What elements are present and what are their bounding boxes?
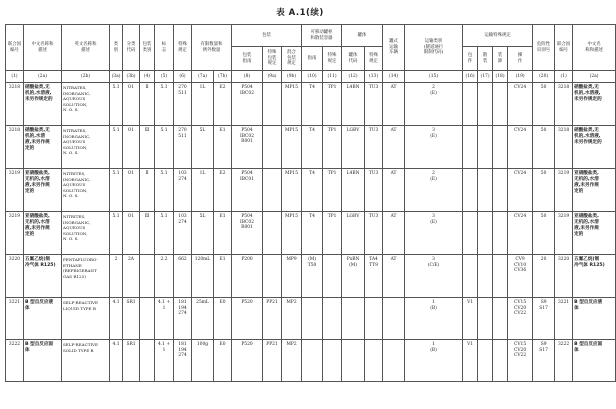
cell-c9b: MP15 — [282, 83, 302, 126]
cell-c7a: 120mL — [192, 255, 214, 298]
cell-cn: 亚硝酸盐类, 无机的,水溶 液,未另作规 定的 — [24, 169, 62, 212]
cell-en: NITRITES, INORGANIC, AQUEOUS SOLUTION, N. O. S. — [62, 212, 110, 255]
cell-c4: Ⅲ — [140, 212, 155, 255]
colnum: (2a) — [573, 71, 616, 83]
header-hazard-id: 危险性 识别号 — [533, 25, 555, 71]
column-number-row — [6, 71, 616, 83]
header-name-en: 英文名称和 描述 — [62, 25, 110, 71]
cell-cn2: B 型自反应固 体 — [573, 340, 616, 382]
header-pt-special: 特殊 规定 — [323, 47, 342, 71]
cell-c9b: MP2 — [282, 340, 302, 382]
cell-c3b: 2A — [123, 255, 140, 298]
cell-c19: CV24 — [508, 126, 533, 169]
cell-un2: 3219 — [555, 212, 573, 255]
cell-c16 — [463, 255, 478, 298]
header-name-cn-2: 中文名 称和描述 — [573, 25, 616, 71]
cell-c16: V1 — [463, 340, 478, 382]
cell-c20: S9 S17 — [533, 298, 555, 340]
cell-en: NITRATES, INORGANIC, AQUEOUS SOLUTION, N. O. S. — [62, 126, 110, 169]
cell-c9a — [263, 126, 282, 169]
cell-c12: LGBV — [342, 212, 365, 255]
cell-c14: AT — [383, 83, 405, 126]
cell-cn: 亚硝酸盐类, 无机的,水溶 液,未另作规 定的 — [24, 212, 62, 255]
header-ts-package: 包 件 — [463, 47, 478, 71]
cell-un2: 3222 — [555, 340, 573, 382]
cell-c10: (M) T50 — [302, 255, 323, 298]
cell-c20: 50 — [533, 212, 555, 255]
header-ts-operation: 操 作 — [508, 47, 533, 71]
cell-un2: 3219 — [555, 169, 573, 212]
cell-c11 — [323, 340, 342, 382]
dangerous-goods-table — [5, 24, 616, 382]
cell-c7a: 25mL — [192, 298, 214, 340]
cell-c17 — [478, 212, 493, 255]
colnum: (1) — [6, 71, 24, 83]
cell-c12 — [342, 340, 365, 382]
cell-c20: 50 — [533, 169, 555, 212]
colnum: (8) — [232, 71, 263, 83]
header-class: 类 别 — [110, 25, 123, 71]
cell-c14: AT — [383, 126, 405, 169]
cell-c20: S9 S17 — [533, 340, 555, 382]
cell-c13: TU3 — [365, 126, 383, 169]
cell-c9b: MP9 — [282, 255, 302, 298]
colnum: (9b) — [282, 71, 302, 83]
cell-c14 — [383, 298, 405, 340]
cell-c6: 181 194 274 — [174, 340, 192, 382]
cell-c18 — [493, 212, 508, 255]
cell-un2: 3218 — [555, 83, 573, 126]
cell-c7b: E2 — [214, 83, 232, 126]
colnum: (3b) — [123, 71, 140, 83]
header-packaging: 包装 — [232, 25, 302, 47]
cell-c9a — [263, 83, 282, 126]
cell-c19: CV9 CV10 CV36 — [508, 255, 533, 298]
cell-c12: LGBV — [342, 126, 365, 169]
colnum: (5) — [155, 71, 174, 83]
colnum: (16) — [463, 71, 478, 83]
cell-c4 — [140, 340, 155, 382]
header-transport-special: 运输特殊规定 — [463, 25, 533, 47]
header-ts-bulk: 散 装 — [478, 47, 493, 71]
cell-cn2: 亚硝酸盐类, 无机的,水溶 液,未另作规 定的 — [573, 212, 616, 255]
cell-c8: P504 IBC02 — [232, 83, 263, 126]
colnum: (15) — [405, 71, 463, 83]
cell-cn2: B 型自反应液 体 — [573, 298, 616, 340]
table-row — [6, 169, 616, 212]
cell-en: NITRITES, INORGANIC, AQUEOUS SOLUTION, N. O. S. — [62, 169, 110, 212]
cell-c6: 181 194 274 — [174, 298, 192, 340]
cell-cn: 硝酸盐类,无 机的,水溶液, 未另作规定的 — [24, 83, 62, 126]
colnum: (2b) — [62, 71, 110, 83]
cell-c5: 4.1 + 1 — [155, 340, 174, 382]
cell-c7b: E2 — [214, 169, 232, 212]
cell-c7a: 100g — [192, 340, 214, 382]
cell-c12 — [342, 298, 365, 340]
cell-c10: T4 — [302, 126, 323, 169]
cell-c7a: 5L — [192, 212, 214, 255]
header-tank-code: 罐体 代码 — [342, 47, 365, 71]
table-row — [6, 83, 616, 126]
header-un-no-2: 联合国 编号 — [555, 25, 573, 71]
cell-c12: L4BN — [342, 169, 365, 212]
cell-c15: 3 (E) — [405, 126, 463, 169]
cell-c3a: 4.1 — [110, 340, 123, 382]
cell-un2: 3221 — [555, 298, 573, 340]
header-un-no: 联合国 编号 — [6, 25, 24, 71]
cell-c5: 2.2 — [155, 255, 174, 298]
cell-c3b: O1 — [123, 169, 140, 212]
cell-c13: TU3 — [365, 169, 383, 212]
cell-cn2: 五氟乙烷(制 冷气体 R125) — [573, 255, 616, 298]
cell-c5: 4.1 + 1 — [155, 298, 174, 340]
header-packing-instructions: 包装 指南 — [232, 47, 263, 71]
cell-un2: 3220 — [555, 255, 573, 298]
cell-c20: 20 — [533, 255, 555, 298]
header-ts-loading: 装 卸 — [493, 47, 508, 71]
cell-c16 — [463, 83, 478, 126]
cell-un: 3219 — [6, 169, 24, 212]
cell-c4 — [140, 298, 155, 340]
header-name-cn: 中文名称和 描述 — [24, 25, 62, 71]
cell-c20: 50 — [533, 83, 555, 126]
cell-c9a: PP21 — [263, 340, 282, 382]
table-row — [6, 255, 616, 298]
cell-c10: T4 — [302, 83, 323, 126]
header-limited-excepted: 有限数量和 例外数量 — [192, 25, 232, 71]
colnum: (7a) — [192, 71, 214, 83]
cell-c10: T4 — [302, 169, 323, 212]
cell-c14: AT — [383, 255, 405, 298]
cell-c6: 103 274 — [174, 212, 192, 255]
header-mixed-packing: 混合 包装 规定 — [282, 47, 302, 71]
cell-c9a — [263, 212, 282, 255]
colnum: (1) — [555, 71, 573, 83]
cell-c3a: 5.1 — [110, 212, 123, 255]
cell-cn2: 硝酸盐类,无 机的,水溶液, 未另作规定的 — [573, 126, 616, 169]
cell-c18 — [493, 298, 508, 340]
cell-c10 — [302, 340, 323, 382]
cell-c8: P504 IBC01 — [232, 169, 263, 212]
cell-c3a: 4.1 — [110, 298, 123, 340]
cell-c4: Ⅲ — [140, 126, 155, 169]
cell-c6: 270 511 — [174, 126, 192, 169]
cell-c13 — [365, 298, 383, 340]
cell-c7a: 5L — [192, 126, 214, 169]
cell-c10 — [302, 298, 323, 340]
cell-c4 — [140, 255, 155, 298]
colnum: (18) — [493, 71, 508, 83]
cell-c8: P520 — [232, 298, 263, 340]
header-transport-category: 运输类别 (隧道通行 限制代码) — [405, 25, 463, 71]
table-row — [6, 340, 616, 382]
cell-c3b: SR1 — [123, 298, 140, 340]
cell-c17 — [478, 298, 493, 340]
cell-c6: 270 511 — [174, 83, 192, 126]
cell-c14: AT — [383, 212, 405, 255]
cell-c15: 1 (B) — [405, 340, 463, 382]
cell-c20: 50 — [533, 126, 555, 169]
cell-c12: L4BN — [342, 83, 365, 126]
cell-c17 — [478, 126, 493, 169]
cell-c9a: PP21 — [263, 298, 282, 340]
cell-c6: 662 — [174, 255, 192, 298]
cell-c8: P504 IBC02 R001 — [232, 126, 263, 169]
cell-c15: 2 (E) — [405, 169, 463, 212]
cell-un: 3218 — [6, 126, 24, 169]
cell-c14: AT — [383, 169, 405, 212]
cell-cn2: 硝酸盐类,无 机的,水溶液, 未另作规定的 — [573, 83, 616, 126]
table-row — [6, 298, 616, 340]
cell-c12: PxBN (M) — [342, 255, 365, 298]
colnum: (10) — [302, 71, 323, 83]
colnum: (6) — [174, 71, 192, 83]
colnum: (17) — [478, 71, 493, 83]
cell-c3a: 5.1 — [110, 83, 123, 126]
colnum: (13) — [365, 71, 383, 83]
cell-c5: 5.1 — [155, 126, 174, 169]
colnum: (3a) — [110, 71, 123, 83]
cell-en: PENTAFLUORO- ETHANE (REFRIGERANT GAS R125) — [62, 255, 110, 298]
header-special-packing: 特殊 包装 规定 — [263, 47, 282, 71]
cell-c7a: 1L — [192, 169, 214, 212]
colnum: (12) — [342, 71, 365, 83]
cell-un: 3219 — [6, 212, 24, 255]
cell-c5: 5.1 — [155, 169, 174, 212]
cell-c7b: E0 — [214, 298, 232, 340]
header-vehicle: 罐式 运输 车辆 — [383, 25, 405, 71]
colnum: (2a) — [24, 71, 62, 83]
cell-c14 — [383, 340, 405, 382]
header-tank: 罐体 — [342, 25, 383, 47]
header-packing-group: 包装 类别 — [140, 25, 155, 71]
cell-c17 — [478, 255, 493, 298]
cell-c6: 103 274 — [174, 169, 192, 212]
cell-c8: P200 — [232, 255, 263, 298]
header-classification-code: 分类 代码 — [123, 25, 140, 71]
cell-c18 — [493, 340, 508, 382]
cell-c19: CV15 CV20 CV22 — [508, 298, 533, 340]
colnum: (19) — [508, 71, 533, 83]
cell-un: 3220 — [6, 255, 24, 298]
colnum: (20) — [533, 71, 555, 83]
cell-c9b: MP15 — [282, 212, 302, 255]
cell-c3b: O1 — [123, 212, 140, 255]
cell-c9b: MP15 — [282, 126, 302, 169]
header-row-1 — [6, 25, 616, 47]
cell-c7b: E1 — [214, 126, 232, 169]
cell-c7b: E1 — [214, 255, 232, 298]
cell-c3a: 2 — [110, 255, 123, 298]
header-pt-instructions: 指南 — [302, 47, 323, 71]
cell-c7b: E0 — [214, 340, 232, 382]
cell-c11: TP1 — [323, 212, 342, 255]
cell-c16 — [463, 169, 478, 212]
cell-c8: P520 — [232, 340, 263, 382]
colnum: (11) — [323, 71, 342, 83]
colnum: (4) — [140, 71, 155, 83]
cell-c13: TA4 TT9 — [365, 255, 383, 298]
cell-c3b: O1 — [123, 83, 140, 126]
cell-c13: TU3 — [365, 212, 383, 255]
colnum: (9a) — [263, 71, 282, 83]
cell-c16 — [463, 212, 478, 255]
cell-c18 — [493, 255, 508, 298]
cell-c11 — [323, 298, 342, 340]
cell-c15: 2 (E) — [405, 83, 463, 126]
cell-c18 — [493, 83, 508, 126]
cell-c3b: SR1 — [123, 340, 140, 382]
cell-cn: B 型自反应固 体 — [24, 340, 62, 382]
cell-cn: 硝酸盐类,无 机的,水溶 液,未另作规 定的 — [24, 126, 62, 169]
page-title: 表 A.1(续) — [276, 8, 324, 18]
header-tank-special: 特殊 规定 — [365, 47, 383, 71]
cell-c13: TU3 — [365, 83, 383, 126]
cell-un: 3218 — [6, 83, 24, 126]
cell-en: NITRATES, INORGANIC, AQUEOUS SOLUTION, N. O. S. — [62, 83, 110, 126]
cell-c13 — [365, 340, 383, 382]
cell-c19: CV24 — [508, 83, 533, 126]
cell-c7b: E1 — [214, 212, 232, 255]
cell-c5: 5.1 — [155, 212, 174, 255]
cell-c11: TP1 — [323, 83, 342, 126]
cell-c10: T4 — [302, 212, 323, 255]
cell-c7a: 1L — [192, 83, 214, 126]
cell-c9a — [263, 169, 282, 212]
cell-cn: B 型自反应液 体 — [24, 298, 62, 340]
cell-c8: P504 IBC02 R001 — [232, 212, 263, 255]
cell-un2: 3218 — [555, 126, 573, 169]
cell-c9b: MP2 — [282, 298, 302, 340]
cell-c16 — [463, 126, 478, 169]
cell-c5: 5.1 — [155, 83, 174, 126]
header-special-provisions: 特殊 规定 — [174, 25, 192, 71]
cell-c16: V1 — [463, 298, 478, 340]
cell-c3a: 5.1 — [110, 169, 123, 212]
cell-c17 — [478, 83, 493, 126]
cell-c18 — [493, 169, 508, 212]
table-row — [6, 212, 616, 255]
cell-c17 — [478, 169, 493, 212]
cell-un: 3221 — [6, 298, 24, 340]
cell-c19: CV24 — [508, 212, 533, 255]
cell-en: SELF-REACTIVE LIQUID TYPE B — [62, 298, 110, 340]
table-row — [6, 126, 616, 169]
cell-c4: Ⅱ — [140, 83, 155, 126]
cell-c15: 3 (C/E) — [405, 255, 463, 298]
cell-c9a — [263, 255, 282, 298]
colnum: (7b) — [214, 71, 232, 83]
colnum: (14) — [383, 71, 405, 83]
cell-c17 — [478, 340, 493, 382]
cell-c9b: MP15 — [282, 169, 302, 212]
cell-c19: CV15 CV20 CV22 — [508, 340, 533, 382]
cell-cn: 五氟乙烷(制 冷气体 R125) — [24, 255, 62, 298]
cell-c11: TP1 — [323, 169, 342, 212]
cell-c18 — [493, 126, 508, 169]
cell-c19: CV24 — [508, 169, 533, 212]
header-portable-tanks: 可移动罐柜 和散装容器 — [302, 25, 342, 47]
cell-c11: TP1 — [323, 126, 342, 169]
cell-c3a: 5.1 — [110, 126, 123, 169]
cell-c4: Ⅱ — [140, 169, 155, 212]
cell-c11 — [323, 255, 342, 298]
cell-un: 3222 — [6, 340, 24, 382]
cell-c3b: O1 — [123, 126, 140, 169]
cell-en: SELF-REACTIVE SOLID TYPE B — [62, 340, 110, 382]
cell-c15: 3 (E) — [405, 212, 463, 255]
cell-c15: 1 (B) — [405, 298, 463, 340]
cell-cn2: 亚硝酸盐类, 无机的,水溶 液,未另作规 定的 — [573, 169, 616, 212]
header-labels: 标 志 — [155, 25, 174, 71]
